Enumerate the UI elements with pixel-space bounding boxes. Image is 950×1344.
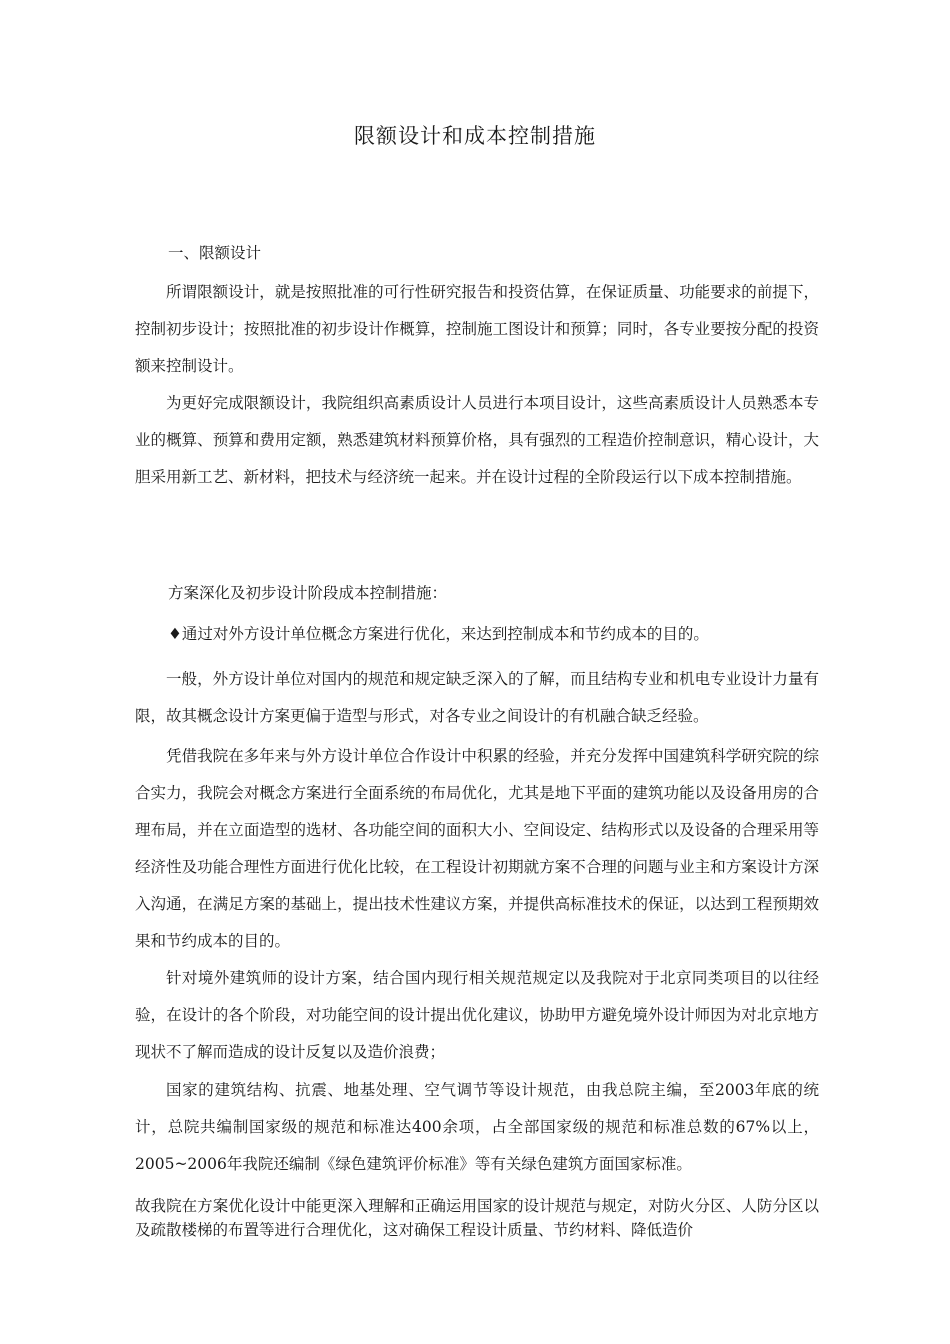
paragraph-team-quality: 为更好完成限额设计，我院组织高素质设计人员进行本项目设计，这些高素质设计人员熟悉本专业的概算、预算和费用定额，熟悉建筑材料预算价格，具有强烈的工程造价控制意识，精心设计，大胆采用新工艺、新材料，把技术与经济统一起来。并在设计过程的全阶段运行以下成本控制措施。 [135,394,819,486]
paragraph-national-standards: 国家的建筑结构、抗震、地基处理、空气调节等设计规范，由我总院主编，至2003年底的统计，总院共编制国家级的规范和标准达400余项，占全部国家级的规范和标准总数的67%以上，2005~2006年我院还编制《绿色建筑评价标准》等有关绿色建筑方面国家标准。 [135,1081,819,1173]
paragraph-institute-experience: 凭借我院在多年来与外方设计单位合作设计中积累的经验，并充分发挥中国建筑科学研究院的综合实力，我院会对概念方案进行全面系统的布局优化，尤其是地下平面的建筑功能以及设备用房的合理布局，并在立面造型的选材、各功能空间的面积大小、空间设定、结构形式以及设备的合理采用等经济性及功能合理性方面进行优化比较，在工程设计初期就方案不合理的问题与业主和方案设计方深入沟通，在满足方案的基础上，提出技术性建议方案，并提供高标准技术的保证，以达到工程预期效果和节约成本的目的。 [135,747,819,950]
paragraph-code-optimization: 故我院在方案优化设计中能更深入理解和正确运用国家的设计规范与规定，对防火分区、人防分区以及疏散楼梯的布置等进行合理优化，这对确保工程设计质量、节约材料、降低造价 [135,1197,819,1239]
section-heading-quota-design: 一、限额设计 [168,244,262,262]
paragraph-quota-definition: 所谓限额设计，就是按照批准的可行性研究报告和投资估算，在保证质量、功能要求的前提下，控制初步设计；按照批准的初步设计作概算，控制施工图设计和预算；同时，各专业要按分配的投资额来控制设计。 [135,283,819,375]
document-title: 限额设计和成本控制措施 [354,124,596,148]
section-heading-cost-control: 方案深化及初步设计阶段成本控制措施： [168,584,448,602]
paragraph-foreign-designers: 一般，外方设计单位对国内的规范和规定缺乏深入的了解，而且结构专业和机电专业设计力量有限，故其概念设计方案更偏于造型与形式，对各专业之间设计的有机融合缺乏经验。 [135,670,819,725]
bullet-optimize-concept: ♦通过对外方设计单位概念方案进行优化，来达到控制成本和节约成本的目的。 [168,625,709,643]
paragraph-overseas-architects: 针对境外建筑师的设计方案，结合国内现行相关规范规定以及我院对于北京同类项目的以往经验，在设计的各个阶段，对功能空间的设计提出优化建议，协助甲方避免境外设计师因为对北京地方现状不了解而造成的设计反复以及造价浪费； [135,969,819,1061]
